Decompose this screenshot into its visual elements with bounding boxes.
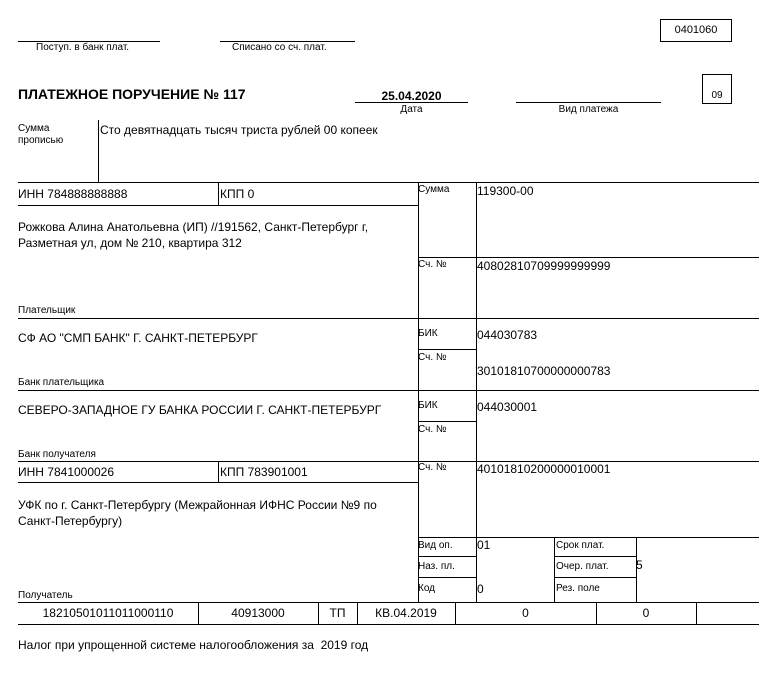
amount-words-divider [98, 120, 99, 182]
page-title: ПЛАТЕЖНОЕ ПОРУЧЕНИЕ № 117 [18, 86, 246, 102]
tax-doc-number: 0 [522, 606, 529, 620]
grid-line [18, 205, 418, 206]
date-line [355, 102, 468, 103]
due-label: Срок плат. [556, 540, 605, 551]
grid-line [18, 482, 418, 483]
grid-line [418, 257, 759, 258]
status-code-box [702, 74, 732, 104]
tax-doc-date: 0 [642, 606, 650, 620]
grid-line [18, 624, 759, 625]
date-value: 25.04.2020 [381, 89, 442, 103]
payment-purpose: Налог при упрощенной системе налогообложения за 2019 год [18, 638, 369, 652]
amount-words: Сто девятнадцать тысяч триста рублей 00 копеек [100, 123, 378, 137]
grid-line [18, 390, 759, 391]
grid-line [418, 421, 476, 422]
payee-bik: 044030001 [477, 400, 538, 414]
payer-account-label: Сч. № [418, 259, 447, 270]
payer-corr-label: Сч. № [418, 352, 447, 363]
bank-received-label: Поступ. в банк плат. [36, 42, 130, 53]
grid-line [218, 461, 219, 482]
payee-name: УФК по г. Санкт-Петербургу (Межрайонная ИФНС России №9 по Санкт-Петербургу) [18, 498, 377, 528]
tax-basis: ТП [329, 606, 346, 620]
payee-account: 40101810200000010001 [477, 462, 611, 476]
grid-line [18, 602, 759, 603]
payee-bank-name: СЕВЕРО-ЗАПАДНОЕ ГУ БАНКА РОССИИ Г. САНКТ-ПЕТЕРБУРГ [18, 403, 382, 417]
grid-line [418, 577, 476, 578]
grid-line [18, 461, 759, 462]
code-value: 0 [477, 582, 484, 596]
code-label: Код [418, 583, 436, 594]
reserve-label: Рез. поле [556, 583, 600, 594]
op-type-label: Вид оп. [418, 540, 453, 551]
payee-label: Получатель [18, 590, 73, 601]
form-code-box [660, 19, 732, 42]
amount-value: 119300-00 [477, 184, 534, 198]
tax-period: КВ.04.2019 [375, 606, 437, 620]
grid-line [418, 182, 419, 602]
grid-line [218, 182, 219, 205]
payer-kpp: КПП 0 [220, 187, 255, 201]
form-code: 0401060 [674, 24, 718, 36]
grid-line [696, 602, 697, 624]
grid-line [418, 556, 476, 557]
payee-bik-label: БИК [418, 400, 438, 411]
grid-line [418, 537, 759, 538]
payer-account: 40802810709999999999 [477, 259, 611, 273]
payee-account-label: Сч. № [418, 462, 447, 473]
payer-bank-label: Банк плательщика [18, 377, 105, 388]
tax-oktmo: 40913000 [231, 606, 285, 620]
payee-inn: ИНН 7841000026 [18, 465, 115, 479]
payment-type-line [516, 102, 661, 103]
payer-label: Плательщик [18, 305, 76, 316]
payer-inn: ИНН 784888888888 [18, 187, 128, 201]
date-label: Дата [400, 104, 423, 115]
op-type: 01 [477, 538, 491, 552]
purpose-label: Наз. пл. [418, 561, 455, 572]
payer-name: Рожкова Алина Анатольевна (ИП) //191562, Санкт-Петербург г, Разметная ул, дом № 210, квартира 312 [18, 220, 369, 250]
payee-bank-label: Банк получателя [18, 449, 96, 460]
payee-corr-label: Сч. № [418, 424, 447, 435]
grid-line [18, 318, 759, 319]
debited-label: Списано со сч. плат. [232, 42, 327, 53]
order-value: 5 [636, 558, 643, 572]
status-code: 09 [711, 90, 723, 101]
order-label: Очер. плат. [556, 561, 609, 572]
grid-line [554, 577, 636, 578]
tax-kbk: 18210501011011000110 [42, 606, 174, 620]
payer-bik: 044030783 [477, 328, 538, 342]
payment-type-label: Вид платежа [558, 104, 619, 115]
amount-label: Сумма [418, 184, 450, 195]
grid-line [418, 349, 476, 350]
payee-kpp: КПП 783901001 [220, 465, 308, 479]
payer-bik-label: БИК [418, 328, 438, 339]
payer-bank-name: СФ АО "СМП БАНК" Г. САНКТ-ПЕТЕРБУРГ [18, 331, 258, 345]
grid-line [18, 182, 759, 183]
grid-line [554, 556, 636, 557]
amount-words-label: Сумма прописью [18, 123, 64, 146]
grid-line [554, 537, 555, 602]
payer-corr: 30101810700000000783 [477, 364, 611, 378]
